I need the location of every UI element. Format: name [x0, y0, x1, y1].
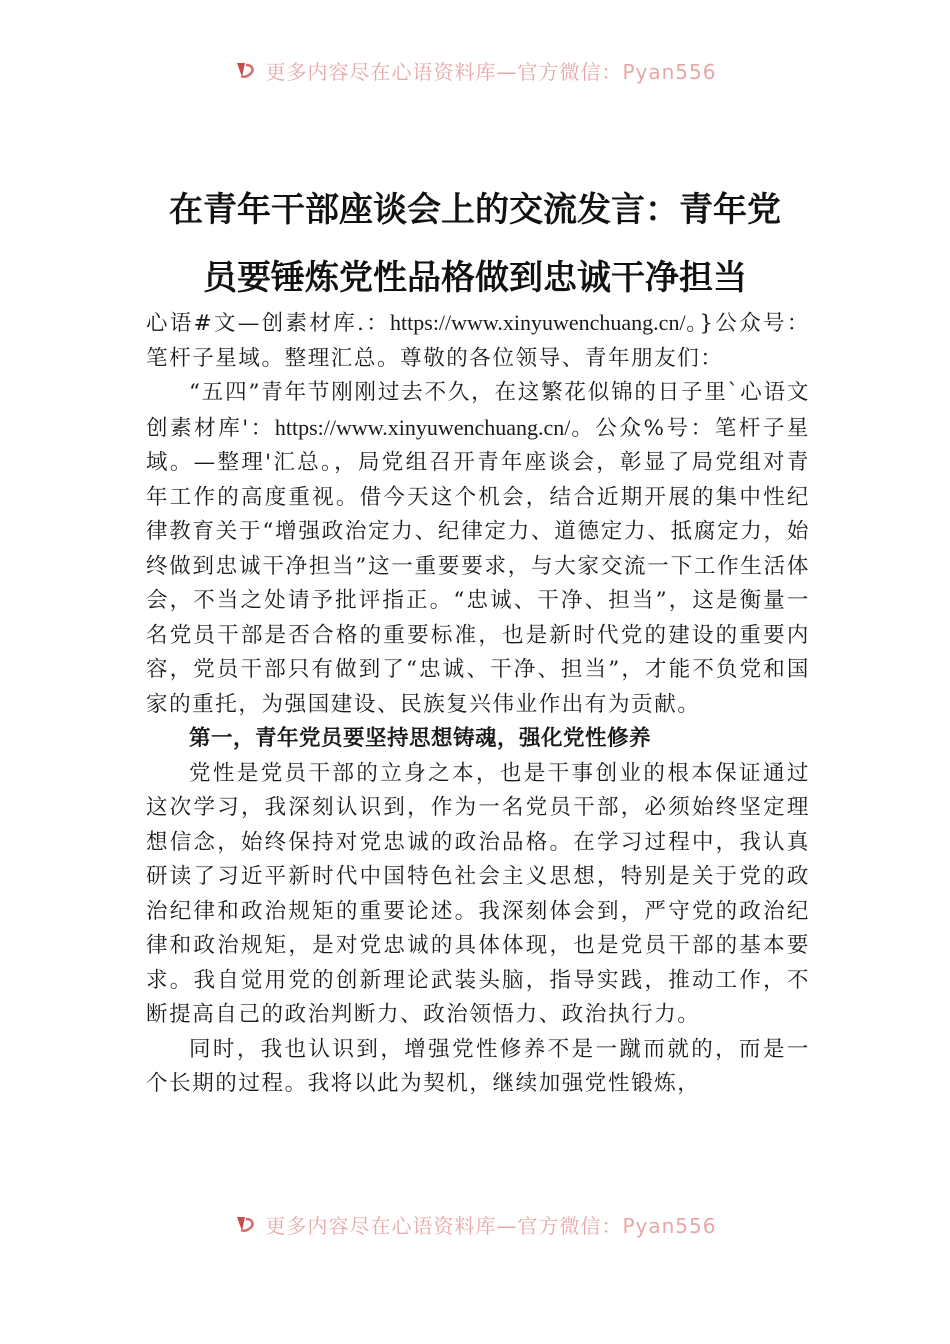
- watermark-text: 更多内容尽在心语资料库—官方微信：Pyan556: [265, 59, 717, 84]
- logo-icon: [233, 57, 259, 83]
- title-line-2: 员要锤炼党性品格做到忠诚干净担当: [203, 258, 747, 298]
- watermark-text: 更多内容尽在心语资料库—官方微信：Pyan556: [265, 1213, 717, 1238]
- intro-text-b: 。}公众号：笔杆子星域。整理汇总。尊敬的各位领导、青年朋友们：: [146, 311, 810, 371]
- footer-watermark: [0, 1206, 950, 1242]
- paragraph-intro: [146, 306, 810, 376]
- opening-url-link[interactable]: https://www.xinyuwenchuang.cn/: [274, 414, 571, 440]
- paragraph-continuation: 同时，我也认识到，增强党性修养不是一蹴而就的，而是一个长期的过程。我将以此为契机，继续加强党性锻炼，: [146, 1036, 810, 1096]
- document-body: [146, 306, 810, 1102]
- logo-icon: [233, 1211, 259, 1237]
- title-line-1: 在青年干部座谈会上的交流发言：青年党: [169, 190, 781, 230]
- paragraph-party-spirit: 党性是党员干部的立身之本，也是干事创业的根本保证通过这次学习，我深刻认识到，作为一名党员干部，必须始终坚定理想信念，始终保持对党忠诚的政治品格。在学习过程中，我认真研读了习近平新时代中国特色社会主义思想，特别是关于党的政治纪律和政治规矩的重要论述。我深刻体会到，严守党的政治纪律和政治规矩，是对党忠诚的具体体现，也是党员干部的基本要求。我自觉用党的创新理论武装头脑，指导实践，推动工作，不断提高自己的政治判断力、政治领悟力、政治执行力。: [146, 760, 810, 1027]
- opening-text-b: 。公众%号：笔杆子星域。—整理'汇总。，局党组召开青年座谈会，彰显了局党组对青年工作的高度重视。借今天这个机会，结合近期开展的集中性纪律教育关于“增强政治定力、纪律定力、道德定力、抵腐定力，始终做到忠诚干净担当”这一重要要求，与大家交流一下工作生活体会，不当之处请予批评指正。“忠诚、干净、担当”，这是衡量一名党员干部是否合格的重要标准，也是新时代党的建设的重要内容，党员干部只有做到了“忠诚、干净、担当”，才能不负党和国家的重托，为强国建设、民族复兴伟业作出有为贡献。: [146, 415, 811, 717]
- section-heading-1: 第一，青年党员要坚持思想铸魂，强化党性修养: [189, 726, 652, 751]
- paragraph-opening: [146, 376, 810, 722]
- header-watermark: [0, 52, 950, 88]
- document-title: [120, 176, 830, 312]
- intro-url-link[interactable]: https://www.xinyuwenchuang.cn/: [390, 310, 686, 335]
- intro-text-a: 心语#文—创素材库.：: [146, 311, 391, 336]
- opening-text-a: “五四”青年节刚刚过去不久，在这繁花似锦的日子里`心语文创素材库'：: [146, 380, 810, 441]
